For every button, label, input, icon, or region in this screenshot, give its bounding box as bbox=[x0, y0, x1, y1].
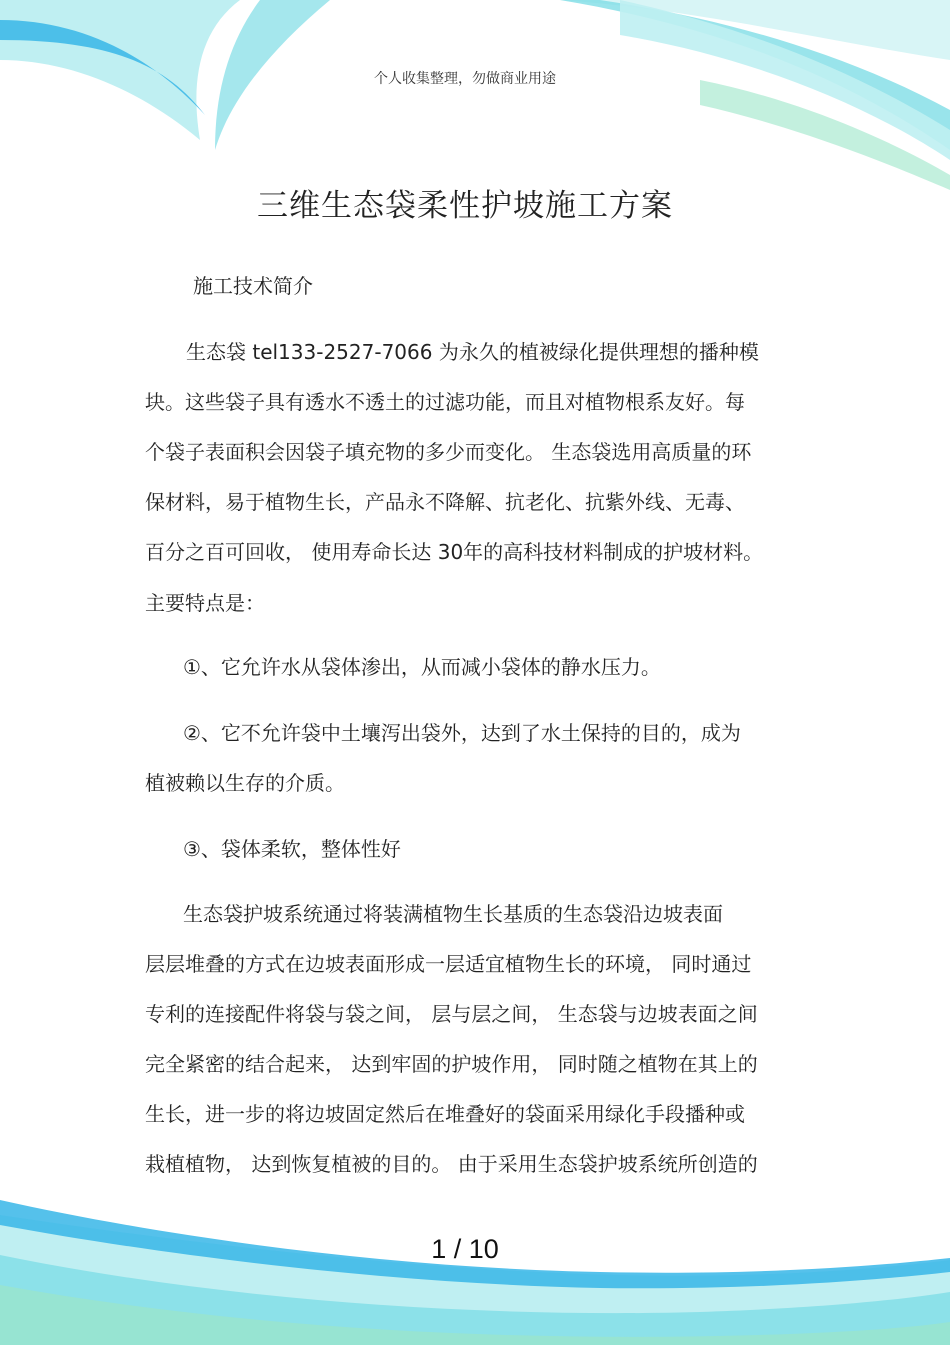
paragraph-line: 层层堆叠的方式在边坡表面形成一层适宜植物生长的环境， 同时通过 bbox=[145, 952, 752, 976]
paragraph-line: 个袋子表面积会因袋子填充物的多少而变化。 生态袋选用高质量的环 bbox=[145, 440, 752, 464]
paragraph-line: 生态袋 tel133-2527-7066 为永久的植被绿化提供理想的播种模 bbox=[186, 340, 759, 364]
watermark-text: 个人收集整理，勿做商业用途 bbox=[374, 71, 556, 87]
page-number: 1 / 10 bbox=[431, 1234, 499, 1264]
paragraph-line: 完全紧密的结合起来， 达到牢固的护坡作用， 同时随之植物在其上的 bbox=[145, 1052, 758, 1076]
feature-item-1: ①、它允许水从袋体渗出，从而减小袋体的静水压力。 bbox=[183, 655, 661, 679]
paragraph-line: 块。这些袋子具有透水不透土的过滤功能，而且对植物根系友好。每 bbox=[145, 390, 745, 414]
paragraph-line: 保材料，易于植物生长，产品永不降解、抗老化、抗紫外线、无毒、 bbox=[145, 490, 745, 514]
paragraph-line: 专利的连接配件将袋与袋之间， 层与层之间， 生态袋与边坡表面之间 bbox=[145, 1002, 758, 1026]
paragraph-line: 栽植植物， 达到恢复植被的目的。 由于采用生态袋护坡系统所创造的 bbox=[145, 1152, 758, 1176]
paragraph-line: 生长，进一步的将边坡固定然后在堆叠好的袋面采用绿化手段播种或 bbox=[145, 1102, 745, 1126]
feature-item-2-continued: 植被赖以生存的介质。 bbox=[145, 771, 345, 795]
feature-item-3: ③、袋体柔软，整体性好 bbox=[183, 837, 401, 861]
feature-item-2: ②、它不允许袋中土壤泻出袋外，达到了水土保持的目的，成为 bbox=[183, 721, 741, 745]
paragraph-line: 主要特点是： bbox=[145, 591, 265, 615]
paragraph-line: 生态袋护坡系统通过将装满植物生长基质的生态袋沿边坡表面 bbox=[183, 902, 723, 926]
document-title: 三维生态袋柔性护坡施工方案 bbox=[257, 188, 673, 224]
section-heading: 施工技术简介 bbox=[193, 274, 313, 298]
paragraph-line: 百分之百可回收， 使用寿命长达 30年的高科技材料制成的护坡材料。 bbox=[145, 540, 764, 564]
